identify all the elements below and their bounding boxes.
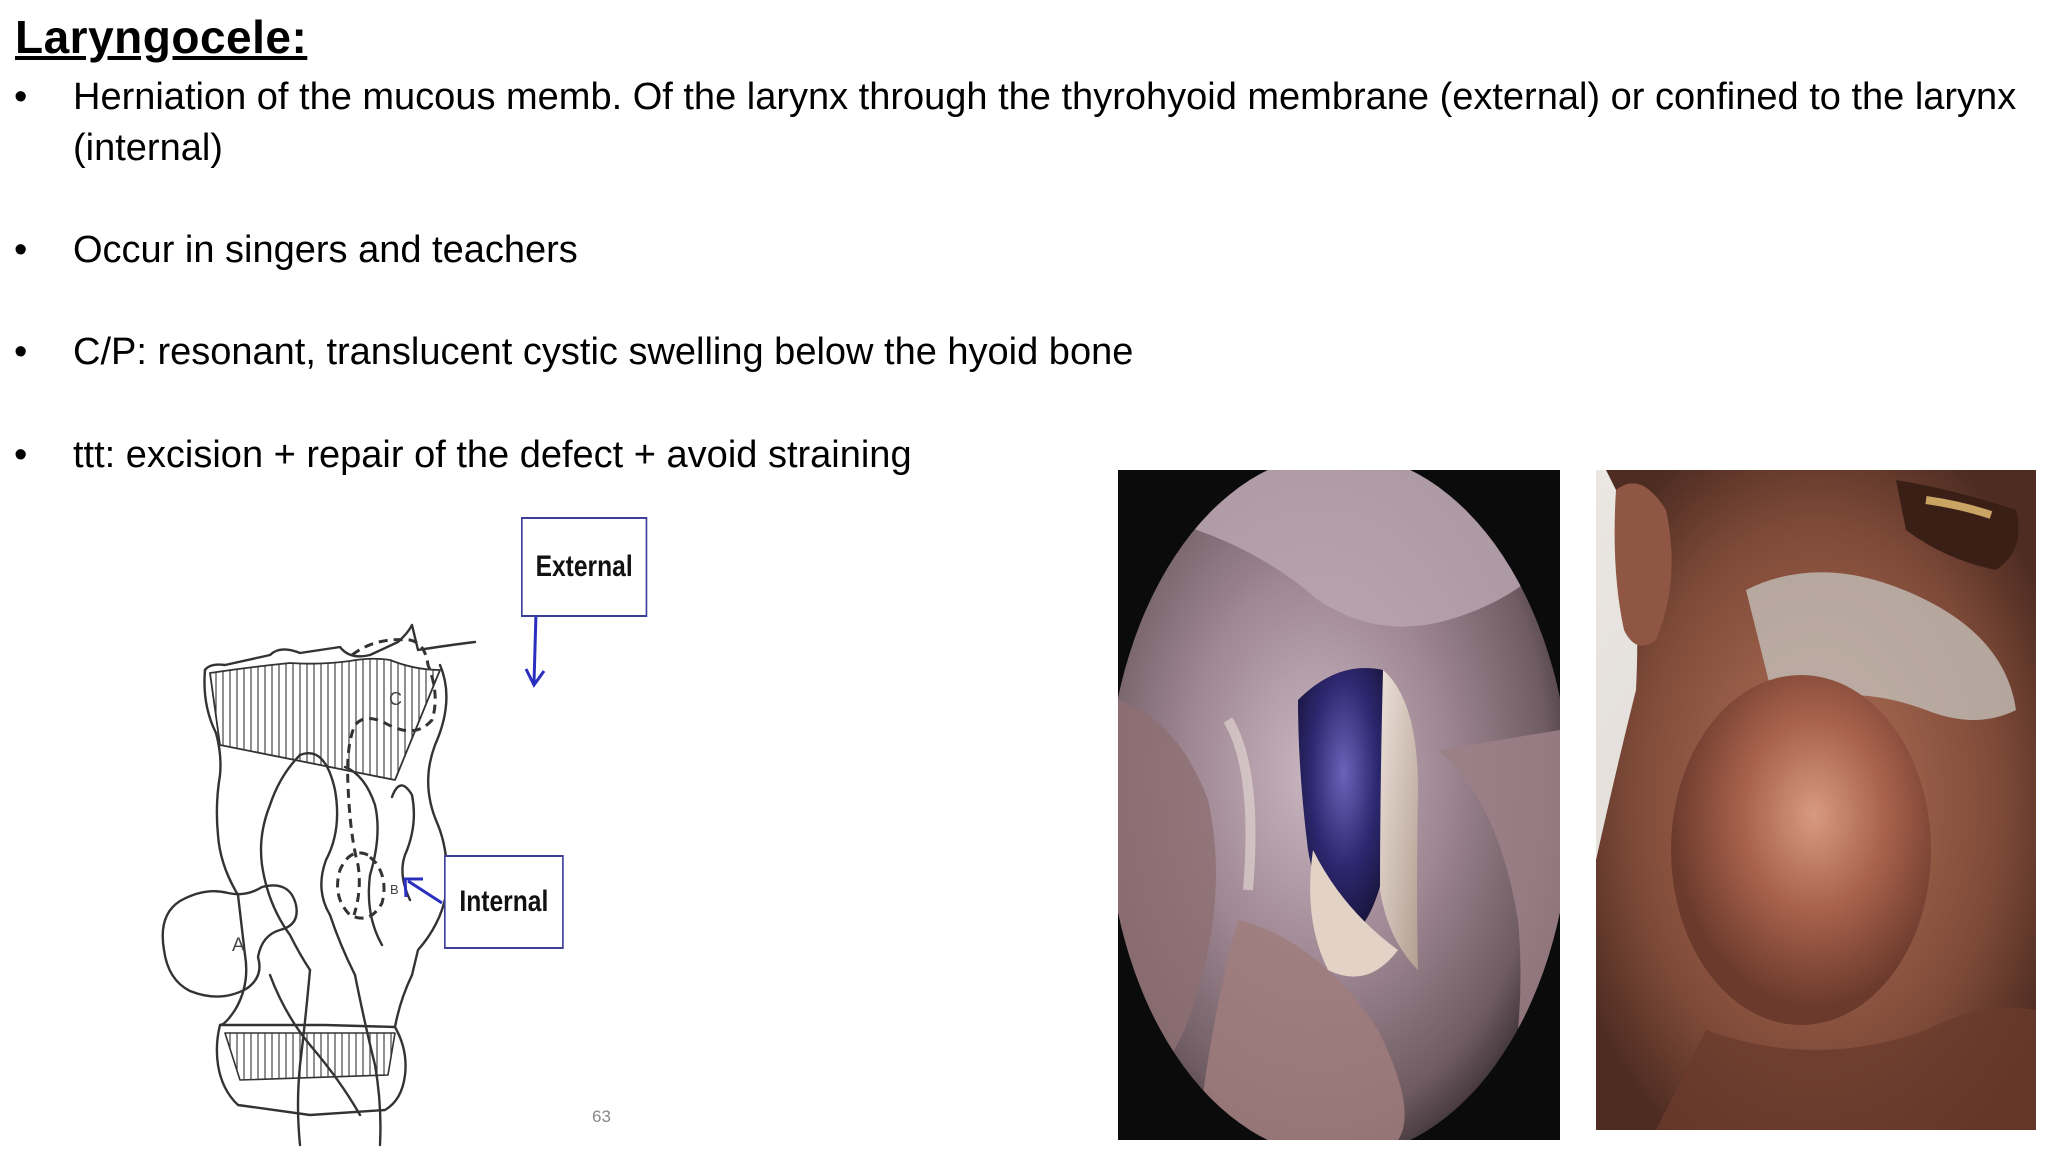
- internal-label: Internal: [444, 855, 564, 949]
- diagram-letter-a: A: [232, 935, 245, 956]
- diagram-letter-c: C: [389, 689, 402, 709]
- laryngoscopy-photo: [1118, 470, 1560, 1140]
- bullet-text: Occur in singers and teachers: [73, 229, 578, 271]
- bullet-marker: •: [14, 434, 28, 476]
- neck-swelling-image: [1596, 470, 2036, 1130]
- bullet-marker: •: [14, 229, 28, 271]
- neck-swelling-photo: [1596, 470, 2036, 1130]
- diagram-letter-b: B: [390, 882, 399, 897]
- bullet-marker: •: [14, 76, 28, 118]
- bullet-marker: •: [14, 331, 28, 373]
- laryngoscopy-image: [1118, 470, 1560, 1140]
- page-number: 63: [592, 1107, 611, 1126]
- slide-title: Laryngocele:: [15, 11, 308, 63]
- bullet-item-herniation: [0, 72, 2030, 174]
- bullet-text: C/P: resonant, translucent cystic swelling below the hyoid bone: [73, 331, 1134, 373]
- external-label: External: [521, 517, 647, 617]
- bullet-text: ttt: excision + repair of the defect + avoid straining: [73, 434, 912, 476]
- bullet-text: Herniation of the mucous memb. Of the larynx through the thyrohyoid membrane (external) or confined to the larynx (internal): [73, 76, 2017, 169]
- larynx-diagram: [150, 505, 710, 1152]
